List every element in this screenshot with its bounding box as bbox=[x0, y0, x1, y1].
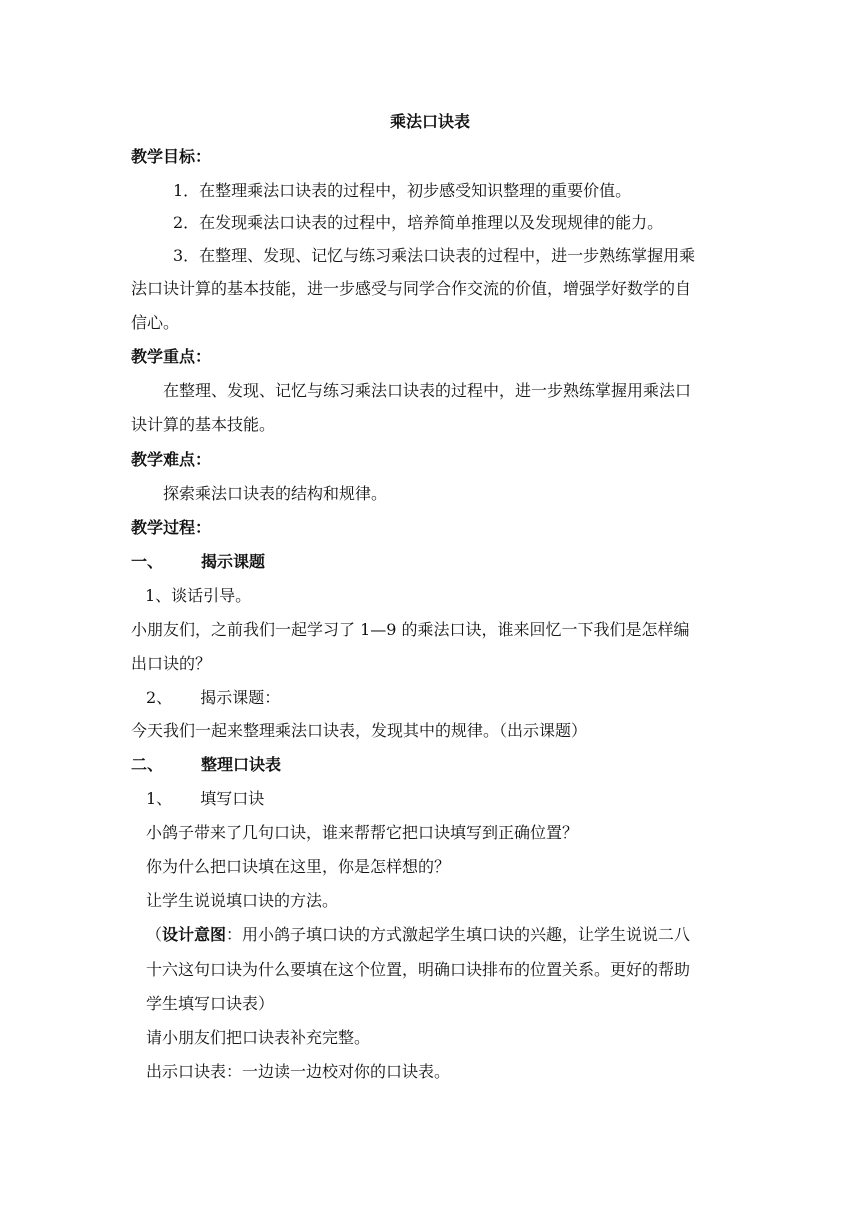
design-intent-open-paren: （ bbox=[146, 925, 163, 944]
section-2-line-4: 请小朋友们把口诀表补充完整。 bbox=[146, 1028, 371, 1047]
design-intent-line-1 bbox=[146, 925, 690, 945]
page-title: 乘法口诀表 bbox=[389, 112, 470, 131]
section-1-item-1: 1、谈话引导。 bbox=[145, 586, 252, 605]
section-1-item-2-number: 2、 bbox=[146, 688, 173, 707]
section-1-number: 一、 bbox=[131, 552, 164, 571]
section-1-text-2: 今天我们一起来整理乘法口诀表，发现其中的规律。（出示课题） bbox=[131, 721, 588, 740]
section-2-item-1-title: 填写口诀 bbox=[200, 789, 265, 808]
goal-3-line-2: 法口诀计算的基本技能，进一步感受与同学合作交流的价值，增强学好数学的自 bbox=[131, 279, 692, 298]
section-1-text-line-2: 出口诀的？ bbox=[131, 654, 212, 673]
difficulty-text: 探索乘法口诀表的结构和规律。 bbox=[163, 484, 388, 503]
goal-3-line-3: 信心。 bbox=[131, 313, 180, 332]
design-intent-label: 设计意图 bbox=[162, 925, 227, 944]
section-2-title: 整理口诀表 bbox=[201, 755, 282, 774]
goal-1: 1．在整理乘法口诀表的过程中，初步感受知识整理的重要价值。 bbox=[173, 181, 632, 200]
key-points-line-1: 在整理、发现、记忆与练习乘法口诀表的过程中，进一步熟练掌握用乘法口 bbox=[163, 381, 692, 400]
goals-heading: 教学目标： bbox=[131, 147, 212, 166]
section-1-item-2-title: 揭示课题： bbox=[200, 688, 281, 707]
design-intent-line-3: 学生填写口诀表） bbox=[146, 994, 275, 1013]
section-1-title: 揭示课题 bbox=[201, 552, 266, 571]
section-2-line-5: 出示口诀表：一边读一边校对你的口诀表。 bbox=[146, 1062, 451, 1081]
difficulty-heading: 教学难点： bbox=[131, 450, 212, 469]
section-2-heading bbox=[131, 755, 281, 775]
goal-3-line-1: 3．在整理、发现、记忆与练习乘法口诀表的过程中，进一步熟练掌握用乘 bbox=[173, 246, 696, 265]
section-2-number: 二、 bbox=[131, 755, 164, 774]
section-2-line-2: 你为什么把口诀填在这里，你是怎样想的？ bbox=[146, 857, 451, 876]
section-2-item-1-number: 1、 bbox=[146, 789, 173, 808]
goal-2: 2．在发现乘法口诀表的过程中，培养简单推理以及发现规律的能力。 bbox=[173, 213, 664, 232]
key-points-heading: 教学重点： bbox=[131, 347, 212, 366]
key-points-line-2: 诀计算的基本技能。 bbox=[131, 415, 276, 434]
section-2-item-1 bbox=[146, 789, 264, 809]
section-2-line-3: 让学生说说填口诀的方法。 bbox=[146, 891, 339, 910]
section-2-line-1: 小鸽子带来了几句口诀，谁来帮帮它把口诀填写到正确位置？ bbox=[146, 823, 579, 842]
design-intent-text-1: ：用小鸽子填口诀的方式激起学生填口诀的兴趣，让学生说说二八 bbox=[226, 925, 691, 944]
design-intent-line-2: 十六这句口诀为什么要填在这个位置，明确口诀排布的位置关系。更好的帮助 bbox=[146, 960, 691, 979]
section-1-item-2 bbox=[146, 688, 280, 708]
section-1-text-line-1: 小朋友们，之前我们一起学习了 1—9 的乘法口诀，谁来回忆一下我们是怎样编 bbox=[131, 620, 690, 639]
section-1-heading bbox=[131, 552, 265, 572]
process-heading: 教学过程： bbox=[131, 518, 212, 537]
